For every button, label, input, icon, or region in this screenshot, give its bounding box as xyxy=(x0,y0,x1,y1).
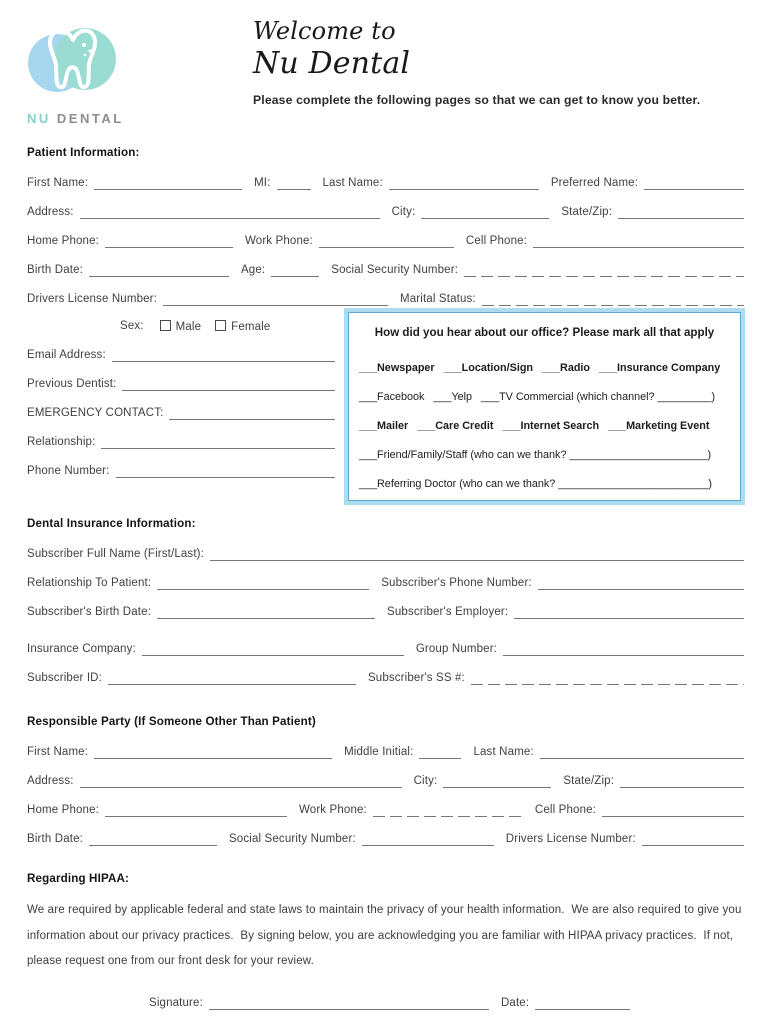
form-row xyxy=(27,759,744,788)
field-blank[interactable] xyxy=(277,176,311,190)
header xyxy=(27,16,744,134)
field-label: EMERGENCY CONTACT: xyxy=(27,407,164,419)
field-label: Drivers License Number: xyxy=(505,833,636,845)
field-label: Insurance Company: xyxy=(27,643,136,655)
male-checkbox[interactable] xyxy=(160,320,171,331)
form-row xyxy=(27,627,744,656)
male-option-label: Male xyxy=(175,321,202,333)
field-label: Middle Initial: xyxy=(344,746,414,758)
patient-info-heading: Patient Information: xyxy=(27,146,140,159)
nu-dental-logo xyxy=(27,18,137,126)
patient-rows xyxy=(27,161,744,306)
field-blank[interactable] xyxy=(163,292,388,306)
field-label: Social Security Number: xyxy=(331,264,459,276)
field-blank[interactable] xyxy=(464,263,744,277)
sex-label: Sex: xyxy=(120,320,144,332)
hear-about-title: How did you hear about our office? Please mark all that apply xyxy=(374,325,715,339)
field-label: Work Phone: xyxy=(298,804,367,816)
responsible-rows xyxy=(27,730,744,846)
form-row xyxy=(27,590,744,619)
field-label: Subscriber Full Name (First/Last): xyxy=(27,548,204,560)
field-label: Date: xyxy=(500,996,530,1009)
hear-about-container xyxy=(335,306,744,501)
field-blank[interactable] xyxy=(373,803,523,817)
field-blank[interactable] xyxy=(169,406,335,420)
field-blank[interactable] xyxy=(101,435,335,449)
field-label: City: xyxy=(413,775,438,787)
contact-column xyxy=(27,306,335,478)
logo-wordmark xyxy=(27,111,137,126)
form-row xyxy=(27,656,744,685)
field-label: Email Address: xyxy=(27,349,106,361)
field-blank[interactable] xyxy=(142,642,404,656)
form-row xyxy=(27,788,744,817)
tooth-logo-icon xyxy=(27,18,119,104)
hear-about-rows xyxy=(359,345,730,490)
field-label: Phone Number: xyxy=(27,465,110,477)
field-label: Subscriber's Birth Date: xyxy=(27,606,152,618)
field-blank[interactable] xyxy=(105,803,287,817)
field-blank[interactable] xyxy=(116,464,336,478)
hear-about-option-row[interactable]: ___Facebook ___Yelp ___TV Commercial (which channel? _________) xyxy=(359,391,716,403)
field-label: Relationship To Patient: xyxy=(27,577,152,589)
field-label: Subscriber ID: xyxy=(27,672,102,684)
field-blank[interactable] xyxy=(209,996,489,1010)
hear-about-box xyxy=(348,312,741,501)
field-blank[interactable] xyxy=(533,234,744,248)
field-label: Subscriber's Phone Number: xyxy=(381,577,532,589)
field-label: Address: xyxy=(27,775,74,787)
field-label: Relationship: xyxy=(27,436,96,448)
field-label: Preferred Name: xyxy=(550,177,639,189)
form-row xyxy=(27,333,335,362)
form-row xyxy=(27,391,335,420)
field-blank[interactable] xyxy=(210,547,744,561)
female-checkbox[interactable] xyxy=(215,320,226,331)
field-blank[interactable] xyxy=(471,671,744,685)
field-label: Birth Date: xyxy=(27,833,83,845)
field-blank[interactable] xyxy=(108,671,356,685)
form-row xyxy=(27,277,744,306)
female-option-label: Female xyxy=(231,321,271,333)
insurance-heading: Dental Insurance Information: xyxy=(27,517,196,530)
form-row xyxy=(27,449,335,478)
field-label: Address: xyxy=(27,206,74,218)
field-label: Subscriber's Employer: xyxy=(387,606,509,618)
field-label: MI: xyxy=(254,177,271,189)
field-label: Cell Phone: xyxy=(465,235,528,247)
field-label: Social Security Number: xyxy=(228,833,356,845)
contact-rows xyxy=(27,333,335,478)
field-label: State/Zip: xyxy=(561,206,613,218)
form-row xyxy=(27,561,744,590)
field-label: Age: xyxy=(240,264,266,276)
hear-about-option-row[interactable]: ___Mailer ___Care Credit ___Internet Search ___Marketing Event xyxy=(359,420,710,432)
field-blank[interactable] xyxy=(540,745,744,759)
form-row xyxy=(27,817,744,846)
field-label: State/Zip: xyxy=(563,775,615,787)
responsible-heading: Responsible Party (If Someone Other Than Patient) xyxy=(27,715,316,728)
field-blank[interactable] xyxy=(80,774,402,788)
logo-text-dental: DENTAL xyxy=(56,111,124,126)
welcome-block xyxy=(253,16,700,107)
field-label: Drivers License Number: xyxy=(27,293,157,305)
form-row xyxy=(27,219,744,248)
field-blank[interactable] xyxy=(535,996,630,1010)
tagline: Please complete the following pages so that we can get to know you better. xyxy=(253,93,701,107)
field-blank[interactable] xyxy=(94,745,332,759)
field-blank[interactable] xyxy=(80,205,380,219)
form-row xyxy=(27,420,335,449)
field-label: Work Phone: xyxy=(244,235,313,247)
field-blank[interactable] xyxy=(419,745,461,759)
field-blank[interactable] xyxy=(105,234,233,248)
field-blank[interactable] xyxy=(644,176,744,190)
form-row xyxy=(27,161,744,190)
field-label: Birth Date: xyxy=(27,264,83,276)
hear-about-option-row[interactable]: ___Newspaper ___Location/Sign ___Radio ___Insurance Company xyxy=(359,362,721,374)
form-row xyxy=(27,532,744,561)
field-blank[interactable] xyxy=(421,205,549,219)
sex-row xyxy=(27,306,335,333)
field-label: Last Name: xyxy=(473,746,534,758)
field-label: Home Phone: xyxy=(27,235,99,247)
hipaa-heading: Regarding HIPAA: xyxy=(27,872,130,885)
field-label: Marital Status: xyxy=(400,293,476,305)
field-blank[interactable] xyxy=(94,176,242,190)
field-label: Last Name: xyxy=(322,177,383,189)
signature-row-container xyxy=(149,981,744,1010)
field-blank[interactable] xyxy=(538,576,744,590)
field-label: Signature: xyxy=(149,996,203,1009)
field-blank[interactable] xyxy=(503,642,744,656)
field-blank[interactable] xyxy=(620,774,744,788)
welcome-line2: Nu Dental xyxy=(253,46,411,81)
insurance-rows xyxy=(27,532,744,685)
form-row xyxy=(27,730,744,759)
hear-about-option-row[interactable]: ___Friend/Family/Staff (who can we thank? _______________________) xyxy=(359,449,712,461)
field-blank[interactable] xyxy=(618,205,744,219)
field-blank[interactable] xyxy=(482,292,744,306)
field-blank[interactable] xyxy=(89,832,217,846)
welcome-line1: Welcome to xyxy=(253,17,396,45)
logo-text-nu: NU xyxy=(27,111,51,126)
hipaa-paragraph: We are required by applicable federal and state laws to maintain the privacy of your health information. We are also required to give you information about our privacy practices. By signing below, you are acknowledging you are familiar with HIPAA privacy practices. If not, please request one from our front desk for your review. xyxy=(27,904,745,967)
form-row xyxy=(27,248,744,277)
field-blank[interactable] xyxy=(89,263,229,277)
field-label: First Name: xyxy=(27,177,89,189)
field-blank[interactable] xyxy=(443,774,551,788)
field-label: Cell Phone: xyxy=(534,804,597,816)
field-blank[interactable] xyxy=(514,605,744,619)
field-label: Home Phone: xyxy=(27,804,99,816)
field-blank[interactable] xyxy=(319,234,454,248)
field-label: Previous Dentist: xyxy=(27,378,117,390)
field-label: City: xyxy=(391,206,416,218)
form-row xyxy=(27,190,744,219)
field-blank[interactable] xyxy=(112,348,335,362)
field-label: Subscriber's SS #: xyxy=(367,672,465,684)
field-blank[interactable] xyxy=(271,263,319,277)
field-blank[interactable] xyxy=(602,803,744,817)
field-blank[interactable] xyxy=(122,377,335,391)
field-blank[interactable] xyxy=(157,605,375,619)
field-label: Group Number: xyxy=(415,643,498,655)
field-blank[interactable] xyxy=(642,832,744,846)
field-blank[interactable] xyxy=(389,176,539,190)
form-row xyxy=(27,362,335,391)
field-blank[interactable] xyxy=(157,576,369,590)
form-row xyxy=(149,981,744,1010)
field-blank[interactable] xyxy=(362,832,494,846)
field-label: First Name: xyxy=(27,746,89,758)
hear-about-option-row[interactable]: ___Referring Doctor (who can we thank? _________________________) xyxy=(359,478,712,490)
mid-zone xyxy=(27,306,744,501)
